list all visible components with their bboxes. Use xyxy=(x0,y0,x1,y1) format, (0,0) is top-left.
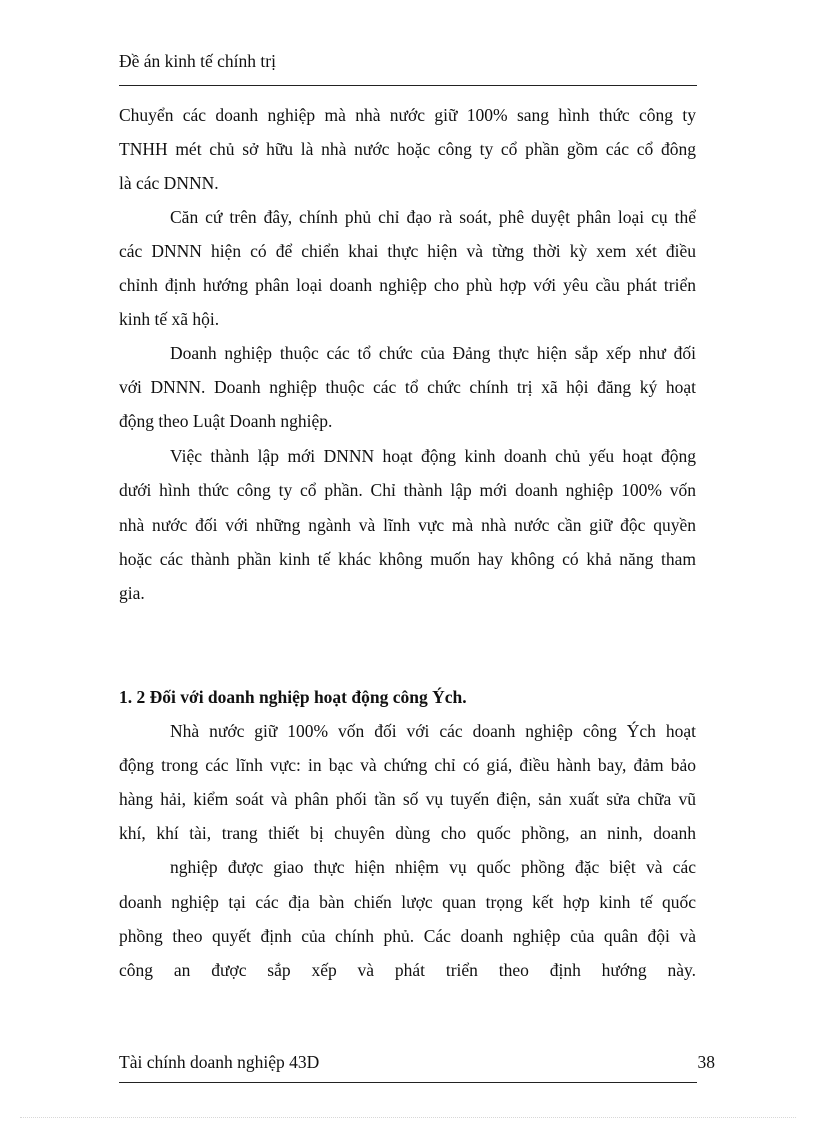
body-line: kinh tế xã hội. xyxy=(119,309,220,329)
body-line: động theo Luật Doanh nghiệp. xyxy=(119,411,333,431)
body-line: Chuyển các doanh nghiệp mà nhà nước giữ 100% sang hình thức công ty xyxy=(119,105,696,125)
body-line: Nhà nước giữ 100% vốn đối với các doanh nghiệp công Ých hoạt xyxy=(170,721,696,741)
footer-divider xyxy=(119,1082,697,1083)
body-line: với DNNN. Doanh nghiệp thuộc các tổ chức chính trị xã hội đăng ký hoạt xyxy=(119,377,696,397)
body-line: doanh nghiệp tại các địa bàn chiến lược quan trọng kết hợp kinh tế quốc xyxy=(119,892,696,912)
header-divider xyxy=(119,85,697,86)
body-line: nghiệp được giao thực hiện nhiệm vụ quốc phồng đặc biệt và các xyxy=(170,857,696,877)
body-line: Căn cứ trên đây, chính phủ chỉ đạo rà soát, phê duyệt phân loại cụ thể xyxy=(170,207,696,227)
body-line: phồng theo quyết định của chính phủ. Các doanh nghiệp của quân đội và xyxy=(119,926,696,946)
section-heading: 1. 2 Đối với doanh nghiệp hoạt động công Ých. xyxy=(119,687,467,707)
body-line: khí, khí tài, trang thiết bị chuyên dùng cho quốc phồng, an ninh, doanh xyxy=(119,823,696,843)
body-line: công an được sắp xếp và phát triển theo định hướng này. xyxy=(119,960,696,980)
body-line: hoặc các thành phần kinh tế khác không muốn hay không có khả năng tham xyxy=(119,549,696,569)
body-line: gia. xyxy=(119,583,145,603)
body-line: nhà nước đối với những ngành và lĩnh vực mà nhà nước cần giữ độc quyền xyxy=(119,515,696,535)
body-line: động trong các lĩnh vực: in bạc và chứng chỉ có giá, điều hành bay, đảm bảo xyxy=(119,755,696,775)
body-line: chỉnh định hướng phân loại doanh nghiệp cho phù hợp với yêu cầu phát triển xyxy=(119,275,696,295)
body-line: dưới hình thức công ty cổ phần. Chỉ thành lập mới doanh nghiệp 100% vốn xyxy=(119,480,696,500)
body-line: TNHH mét chủ sở hữu là nhà nước hoặc công ty cổ phần gồm các cổ đông xyxy=(119,139,696,159)
body-line: Việc thành lập mới DNNN hoạt động kinh doanh chủ yếu hoạt động xyxy=(170,446,696,466)
body-line: các DNNN hiện có để chiển khai thực hiện và từng thời kỳ xem xét điều xyxy=(119,241,696,261)
running-footer-text: Tài chính doanh nghiệp 43D xyxy=(119,1052,320,1072)
body-line: Doanh nghiệp thuộc các tổ chức của Đảng thực hiện sắp xếp như đối xyxy=(170,343,696,363)
body-line: hàng hải, kiểm soát và phân phối tần số vụ tuyến điện, sản xuất sửa chữa vũ xyxy=(119,789,696,809)
page-number: 38 xyxy=(697,1052,715,1072)
running-header-title: Đề án kinh tế chính trị xyxy=(119,51,276,71)
body-line: là các DNNN. xyxy=(119,173,219,193)
page-edge-divider xyxy=(20,1117,796,1118)
